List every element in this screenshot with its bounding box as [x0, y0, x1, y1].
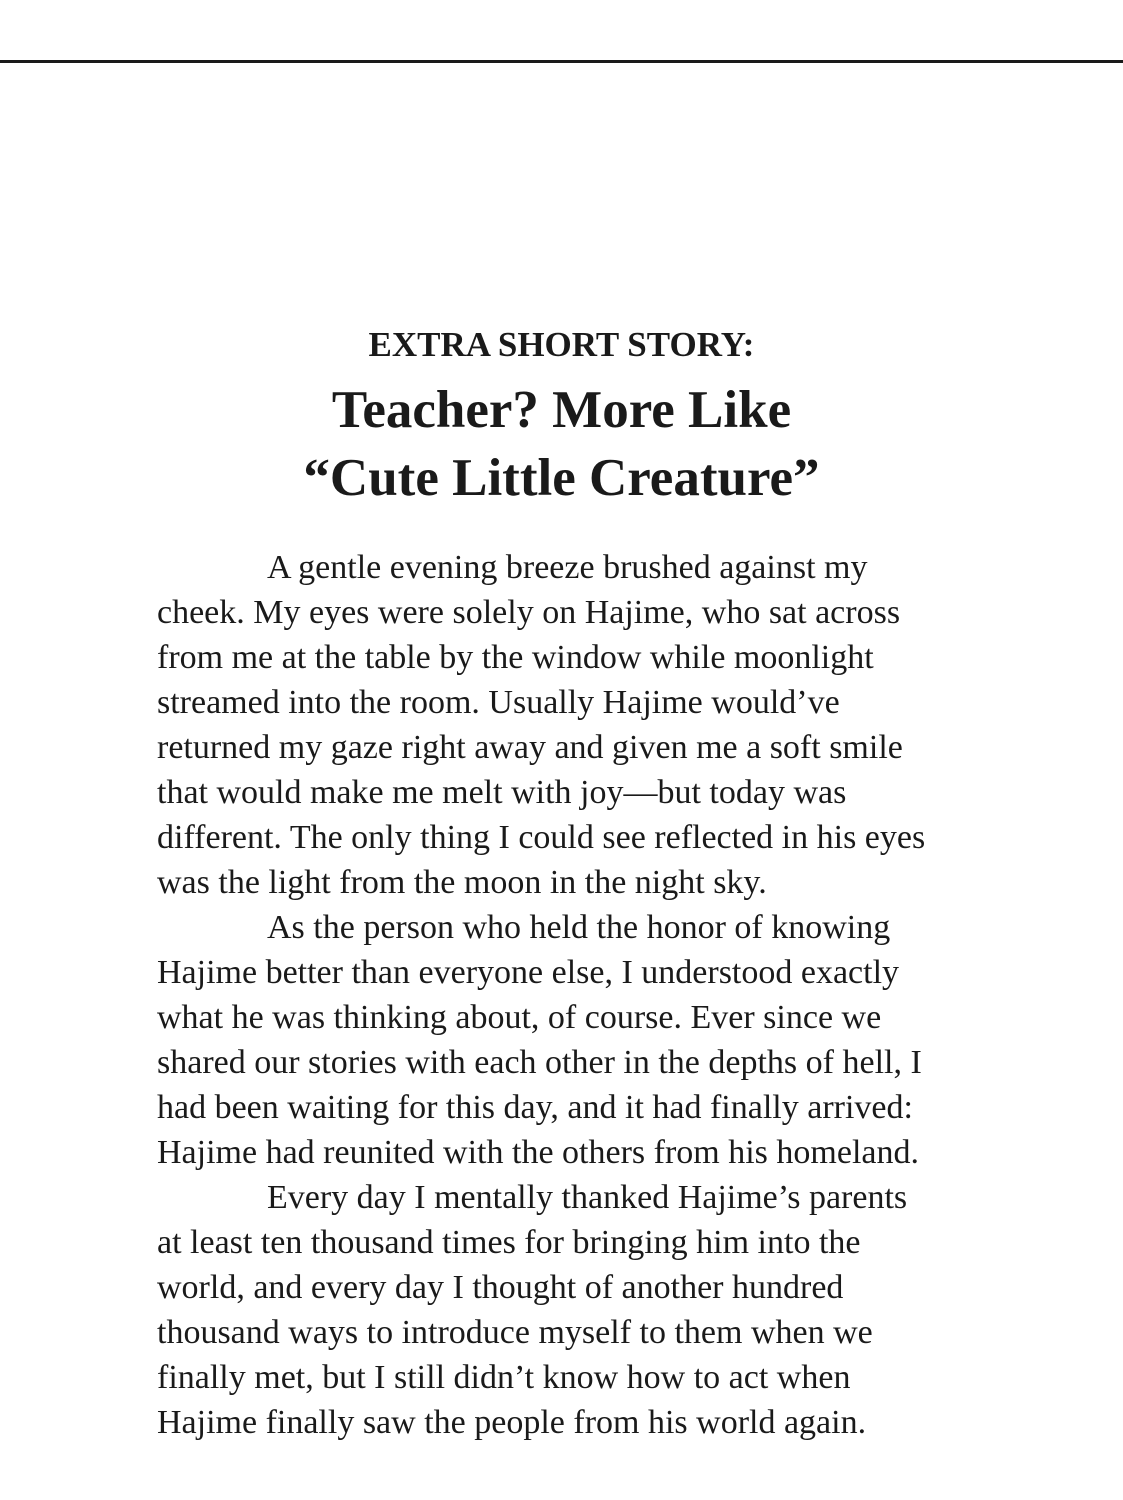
- text-line: had been waiting for this day, and it had finally arrived:: [157, 1089, 913, 1126]
- paragraph-1: [157, 545, 1017, 905]
- text-line: that would make me melt with joy—but today was: [157, 774, 847, 811]
- chapter-heading: [0, 322, 1123, 512]
- text-line: thousand ways to introduce myself to them when we: [157, 1314, 873, 1351]
- text-line: As the person who held the honor of knowing: [267, 909, 891, 946]
- text-line: world, and every day I thought of another hundred: [157, 1269, 844, 1306]
- top-rule: [0, 60, 1123, 63]
- text-line: streamed into the room. Usually Hajime would’ve: [157, 684, 840, 721]
- text-line: finally met, but I still didn’t know how to act when: [157, 1359, 851, 1396]
- text-line: Hajime better than everyone else, I understood exactly: [157, 954, 900, 991]
- chapter-title-line-2: “Cute Little Creature”: [303, 449, 820, 507]
- paragraph-3: [157, 1175, 1017, 1445]
- story-body: [157, 545, 1017, 1445]
- text-line: A gentle evening breeze brushed against my: [267, 549, 868, 586]
- chapter-title-line-1: Teacher? More Like: [331, 381, 792, 439]
- text-line: Every day I mentally thanked Hajime’s parents: [267, 1179, 908, 1216]
- text-line: shared our stories with each other in the depths of hell, I: [157, 1044, 922, 1081]
- text-line: was the light from the moon in the night sky.: [157, 864, 767, 901]
- chapter-kicker: EXTRA SHORT STORY:: [368, 325, 755, 364]
- text-line: returned my gaze right away and given me a soft smile: [157, 729, 903, 766]
- text-line: Hajime had reunited with the others from his homeland.: [157, 1134, 919, 1171]
- text-line: different. The only thing I could see reflected in his eyes: [157, 819, 926, 856]
- paragraph-2: [157, 905, 1017, 1175]
- text-line: cheek. My eyes were solely on Hajime, who sat across: [157, 594, 901, 631]
- text-line: what he was thinking about, of course. Ever since we: [157, 999, 882, 1036]
- text-line: from me at the table by the window while moonlight: [157, 639, 874, 676]
- text-line: at least ten thousand times for bringing him into the: [157, 1224, 861, 1261]
- text-line: Hajime finally saw the people from his world again.: [157, 1404, 867, 1441]
